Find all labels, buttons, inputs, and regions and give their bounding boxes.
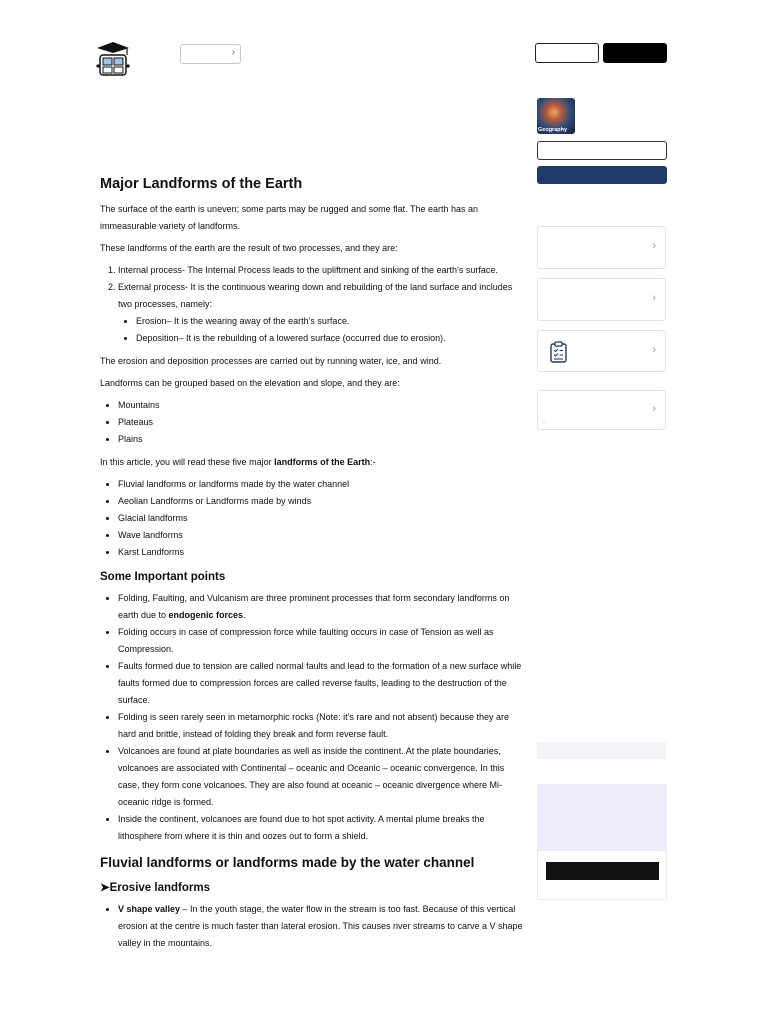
- chevron-right-icon: ›: [652, 403, 656, 415]
- list-item: • Erosion– It is the wearing away of the earth’s surface.: [136, 313, 525, 330]
- sidebar-link-card[interactable]: [537, 278, 666, 321]
- five-landforms-lead: In this article, you will read these five major landforms of the Earth:-: [100, 457, 376, 467]
- sub-processes-list: [136, 313, 525, 347]
- cta-button[interactable]: [546, 862, 659, 880]
- list-item: • Folding is seen rarely seen in metamorphic rocks (Note: it’s rare and not absent) because they are hard and brittle, instead of folding they break and form reverse fault.: [118, 709, 525, 743]
- list-item: • Mountains: [118, 397, 525, 414]
- chevron-right-icon: ›: [652, 344, 656, 356]
- important-points-list: [118, 590, 525, 845]
- login-button[interactable]: [535, 43, 599, 63]
- list-item: • Deposition– It is the rebuilding of a lowered surface (occurred due to erosion).: [136, 330, 525, 347]
- promo-banner[interactable]: [537, 784, 667, 850]
- list-item: • Inside the continent, volcanoes are found due to hot spot activity. A mental plume breaks the lithosphere from where it is thin and oozes out to form a shield.: [118, 811, 525, 845]
- category-dropdown[interactable]: [180, 44, 241, 64]
- chevron-right-icon: ›: [231, 47, 235, 58]
- chevron-right-icon: ›: [652, 292, 656, 304]
- agents-paragraph: The erosion and deposition processes are carried out by running water, ice, and wind.: [100, 356, 442, 366]
- graduation-cap-logo-icon: [94, 40, 132, 78]
- important-points-heading: Some Important points: [100, 571, 226, 583]
- groups-list: [118, 397, 525, 448]
- processes-list: [118, 262, 525, 347]
- list-item: • V shape valley – In the youth stage, the water flow in the stream is too fast. Because of this vertical erosion at the centre is much faster than lateral erosion. This causes river streams to carve a V shape valley in the mountains.: [118, 901, 525, 952]
- site-logo[interactable]: [94, 40, 132, 78]
- cta-panel: [537, 850, 667, 900]
- list-item: • Aeolian Landforms or Landforms made by winds: [118, 493, 525, 510]
- sidebar-input-field[interactable]: [537, 141, 667, 160]
- five-landforms-list: [118, 476, 525, 561]
- erosive-list: [118, 901, 525, 952]
- page-title: Major Landforms of the Earth: [100, 176, 303, 192]
- list-item: 1. Internal process- The Internal Process leads to the upliftment and sinking of the earth’s surface.: [118, 262, 525, 279]
- list-item: 2. External process- It is the continuous wearing down and rebuilding of the land surface and includes two processes, namely: • Erosion– It is the wearing away of the earth’s surface. • Deposition– It is the rebuilding of a lowered surface (occurred due to erosion).: [118, 279, 525, 347]
- card-mark: .: [543, 418, 545, 425]
- list-item: • Plains: [118, 431, 525, 448]
- geography-thumbnail[interactable]: [537, 98, 575, 134]
- thumbnail-label: Geography: [538, 127, 568, 133]
- list-item: • Volcanoes are found at plate boundaries as well as inside the continent. At the plate boundaries, volcanoes are associated with Continental – oceanic and Oceanic – oceanic convergence. In this case, they form cone volcanoes. They are also found at oceanic – oceanic divergence where Mi-oceanic ridge is formed.: [118, 743, 525, 811]
- erosive-heading: ➤Erosive landforms: [100, 882, 210, 894]
- list-item: • Glacial landforms: [118, 510, 525, 527]
- processes-lead: These landforms of the earth are the result of two processes, and they are:: [100, 243, 398, 253]
- sidebar-link-card[interactable]: [537, 226, 666, 269]
- list-item: • Karst Landforms: [118, 544, 525, 561]
- intro-paragraph: The surface of the earth is uneven; some parts may be rugged and some flat. The earth has an immeasurable variety of landforms.: [100, 204, 479, 231]
- sidebar-link-card-quiz[interactable]: [537, 330, 666, 372]
- grouping-lead: Landforms can be grouped based on the elevation and slope, and they are:: [100, 378, 400, 388]
- clipboard-checklist-icon: [550, 341, 567, 363]
- chevron-right-icon: ›: [652, 240, 656, 252]
- list-item: • Wave landforms: [118, 527, 525, 544]
- list-item: • Folding, Faulting, and Vulcanism are three prominent processes that form secondary landforms on earth due to endogenic forces.: [118, 590, 525, 624]
- sidebar-primary-button[interactable]: [537, 166, 667, 184]
- article-content: [100, 170, 525, 958]
- sidebar-link-card[interactable]: [537, 390, 666, 430]
- sidebar-placeholder-bar: [537, 742, 666, 759]
- signup-button[interactable]: [603, 43, 667, 63]
- list-item: • Faults formed due to tension are called normal faults and lead to the formation of a new surface while faults formed due to compression forces are called reverse faults, leading to the destruction of the surface.: [118, 658, 525, 709]
- fluvial-heading: Fluvial landforms or landforms made by the water channel: [100, 855, 475, 870]
- list-item: • Fluvial landforms or landforms made by the water channel: [118, 476, 525, 493]
- list-item: • Plateaus: [118, 414, 525, 431]
- list-item: • Folding occurs in case of compression force while faulting occurs in case of Tension as well as Compression.: [118, 624, 525, 658]
